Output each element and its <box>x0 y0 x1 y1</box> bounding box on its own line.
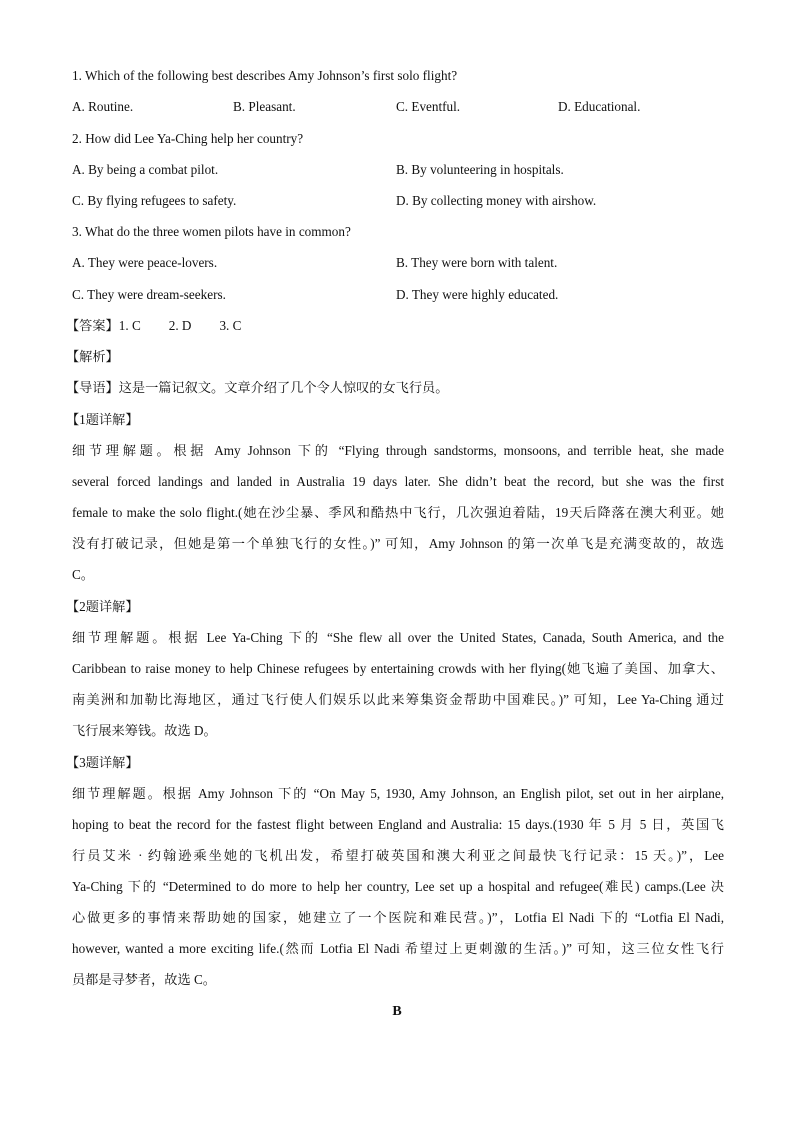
detail-3-line-6: however, wanted a more exciting life.(然而 Lotfia El Nadi 希望过上更刺激的生活。)” 可知，这三位女性飞行 <box>72 941 724 956</box>
question-1-option-c: C. Eventful. <box>396 99 461 114</box>
detail-2-line-1: 细节理解题。根据 Lee Ya-Ching 下的 “She flew all over the United States, Canada, South America, and the <box>72 630 724 645</box>
question-1-stem: 1. Which of the following best describes Amy Johnson’s first solo flight? <box>72 68 458 83</box>
question-3-option-d: D. They were highly educated. <box>396 287 559 302</box>
answer-3: 3. C <box>219 318 242 333</box>
question-2-stem: 2. How did Lee Ya-Ching help her country? <box>72 131 304 146</box>
guide-line <box>66 379 718 397</box>
question-2-option-b: B. By volunteering in hospitals. <box>396 162 564 177</box>
question-2-option-d: D. By collecting money with airshow. <box>396 193 597 208</box>
detail-3-line-7: 员都是寻梦者，故选 C。 <box>72 972 216 987</box>
question-2-option-c: C. By flying refugees to safety. <box>72 193 237 208</box>
answer-1: 1. C <box>118 318 141 333</box>
detail-1-line-1: 细节理解题。根据 Amy Johnson 下的 “Flying through sandstorms, monsoons, and terrible heat, she made <box>72 443 724 458</box>
question-3-option-b: B. They were born with talent. <box>396 255 558 270</box>
question-3-option-a: A. They were peace-lovers. <box>72 255 218 270</box>
question-3-stem: 3. What do the three women pilots have in common? <box>72 224 351 239</box>
detail-2-line-2: Caribbean to raise money to help Chinese refugees by entertaining crowds with her flying(她飞遍了美国、加拿大、 <box>72 661 724 676</box>
detail-2-line-4: 飞行展来筹钱。故选 D。 <box>72 723 217 738</box>
question-2-option-a: A. By being a combat pilot. <box>72 162 219 177</box>
detail-3-line-4: Ya-Ching 下的 “Determined to do more to help her country, Lee set up a hospital and refugee(难民) camps.(Lee 决 <box>72 879 724 894</box>
detail-1-line-5: C。 <box>72 567 94 582</box>
section-letter: B <box>392 1004 402 1019</box>
detail-3-line-5: 心做更多的事情来帮助她的国家，她建立了一个医院和难民营。)”，Lotfia El Nadi 下的 “Lotfia El Nadi, <box>72 910 724 925</box>
detail-3-line-1: 细节理解题。根据 Amy Johnson 下的 “On May 5, 1930, Amy Johnson, an English pilot, set out in her airplane, <box>72 786 724 801</box>
detail-3-line-3: 行员艾米 · 约翰逊乘坐她的飞机出发，希望打破英国和澳大利亚之间最快飞行记录：15 天。)”，Lee <box>72 848 724 863</box>
guide-text: 这是一篇记叙文。文章介绍了几个令人惊叹的女飞行员。 <box>118 380 449 395</box>
answer-tag: 【答案】 <box>66 318 119 333</box>
detail-1-line-2: several forced landings and landed in Australia 19 days later. She didn’t beat the record, but she was the first <box>72 474 724 489</box>
detail-3-line-2: hoping to beat the record for the fastest flight between England and Australia: 15 days.(1930 年 5 月 5 日，英国飞 <box>72 817 724 832</box>
analysis-tag: 【解析】 <box>66 349 119 364</box>
detail-2-heading: 【2题详解】 <box>66 599 139 614</box>
question-3-option-c: C. They were dream-seekers. <box>72 287 226 302</box>
detail-1-line-4: 没有打破记录，但她是第一个单独飞行的女性。)” 可知，Amy Johnson 的第一次单飞是充满变故的，故选 <box>72 536 724 551</box>
answer-2: 2. D <box>168 318 192 333</box>
detail-3-heading: 【3题详解】 <box>66 755 139 770</box>
question-1-option-a: A. Routine. <box>72 99 134 114</box>
answer-line <box>66 317 718 335</box>
detail-1-line-3: female to make the solo flight.(她在沙尘暴、季风和酷热中飞行，几次强迫着陆，19天后降落在澳大利亚。她 <box>72 505 724 520</box>
detail-1-heading: 【1题详解】 <box>66 412 139 427</box>
detail-2-line-3: 南美洲和加勒比海地区，通过飞行使人们娱乐以此来筹集资金帮助中国难民。)” 可知，Lee Ya-Ching 通过 <box>72 692 724 707</box>
question-1-option-b: B. Pleasant. <box>233 99 296 114</box>
question-1-option-d: D. Educational. <box>558 99 641 114</box>
guide-tag: 【导语】 <box>66 380 119 395</box>
